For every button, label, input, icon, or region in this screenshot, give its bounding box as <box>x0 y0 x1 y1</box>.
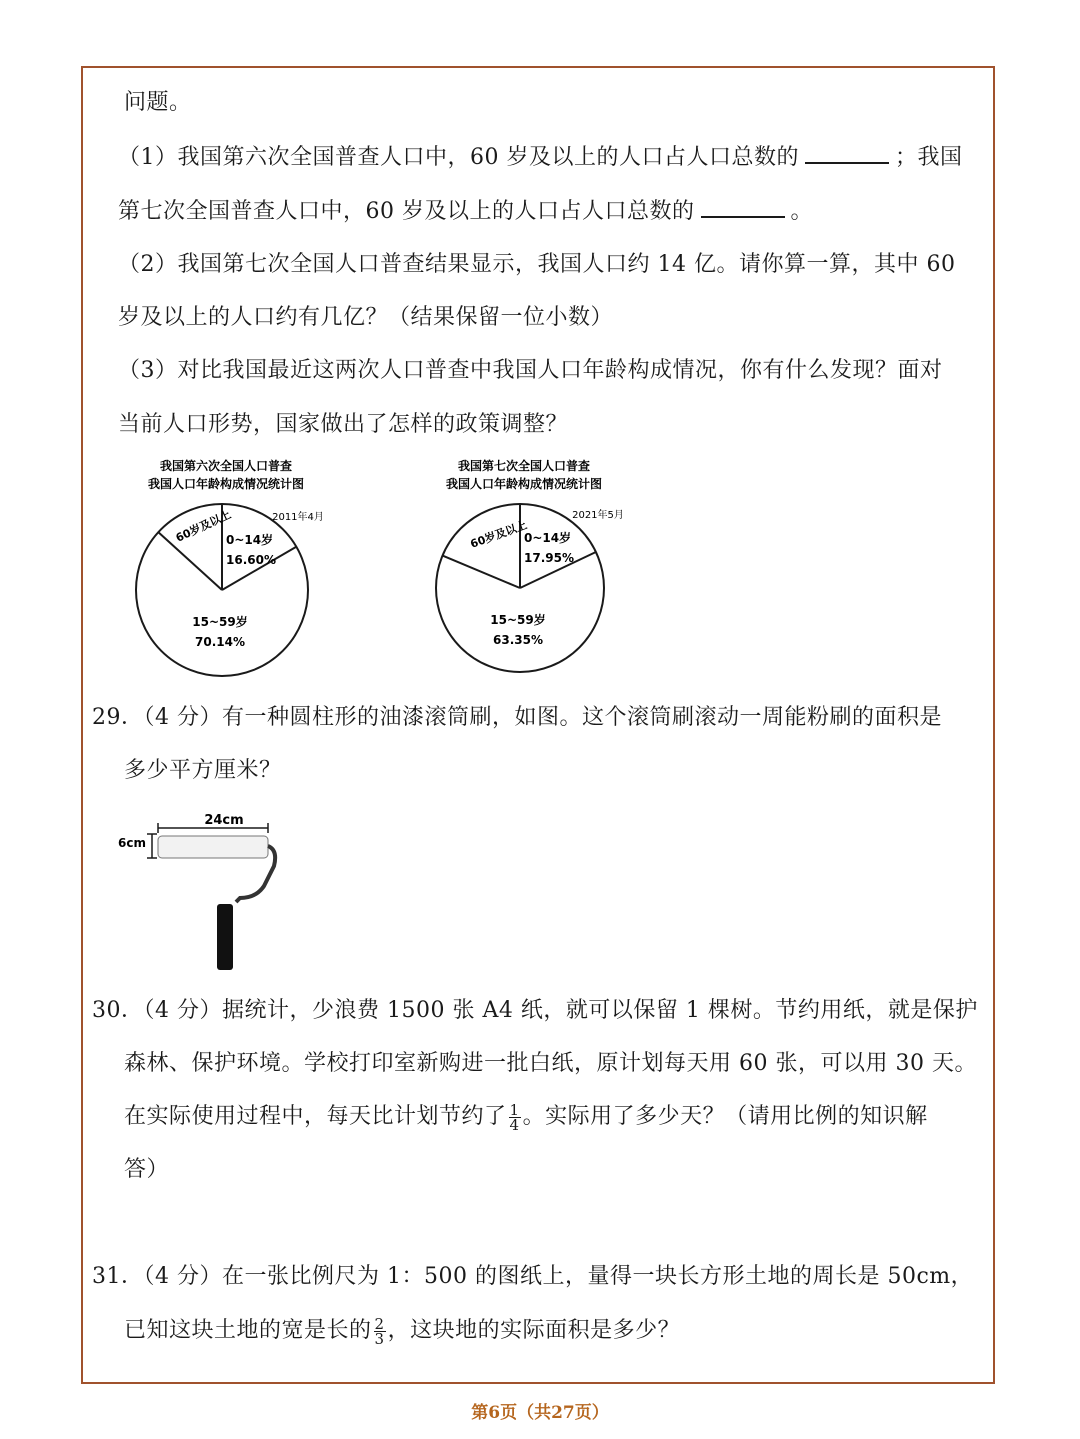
roller-cylinder <box>158 836 268 858</box>
chart-date: 2011年4月 <box>272 512 324 523</box>
pie-chart-seventh-census <box>414 452 634 682</box>
problem-31-line2 <box>124 1316 680 1346</box>
fraction-numerator: 1 <box>509 1100 520 1119</box>
question-1b <box>118 196 813 227</box>
p31-text: 已知这块土地的宽是长的 <box>124 1318 372 1343</box>
question-3a: （3）对比我国最近这两次人口普查中我国人口年龄构成情况，你有什么发现？面对 <box>118 358 943 383</box>
fraction-denominator: 4 <box>509 1115 520 1134</box>
answer-blank <box>805 142 889 164</box>
slice-value-working: 63.35% <box>493 633 543 647</box>
chart-title: 我国第六次全国人口普查 <box>159 459 293 473</box>
roller-handle <box>217 904 233 970</box>
problem-30-line2: 森林、保护环境。学校打印室新购进一批白纸，原计划每天用 60 张，可以用 30 天。 <box>124 1051 977 1076</box>
page-footer <box>0 1398 1080 1423</box>
q1b-tail: 。 <box>790 199 814 224</box>
slice-value-children: 16.60% <box>226 553 276 567</box>
fraction-two-thirds <box>374 1314 386 1348</box>
q1b-text: 第七次全国普查人口中，60 岁及以上的人口占人口总数的 <box>118 199 695 224</box>
footer-page-number: 6 <box>488 1403 501 1423</box>
problem-29-line2: 多少平方厘米？ <box>124 758 282 783</box>
chart-date: 2021年5月 <box>572 510 624 521</box>
slice-label-elderly: 60岁及以上 <box>173 507 234 545</box>
fraction-denominator: 3 <box>374 1329 385 1348</box>
footer-text: 页） <box>574 1403 609 1423</box>
question-2b: 岁及以上的人口约有几亿？（结果保留一位小数） <box>118 305 614 330</box>
footer-text: 页（共 <box>500 1403 552 1423</box>
problem-31-line1: 31．（4 分）在一张比例尺为 1：500 的图纸上，量得一块长方形土地的周长是 50cm， <box>92 1264 974 1289</box>
text-line: 问题。 <box>124 90 192 115</box>
slice-label-working: 15~59岁 <box>192 615 248 629</box>
question-1a <box>118 142 963 173</box>
question-3b: 当前人口形势，国家做出了怎样的政策调整？ <box>118 412 569 437</box>
footer-total-pages: 27 <box>551 1403 575 1423</box>
slice-boundary <box>443 556 521 588</box>
chart-title: 我国第七次全国人口普查 <box>457 459 591 473</box>
roller-length-label: 24cm <box>204 813 244 828</box>
slice-value-children: 17.95% <box>524 551 574 565</box>
problem-30-line3 <box>124 1102 928 1132</box>
roller-diameter-label: 6cm <box>118 836 146 850</box>
slice-value-working: 70.14% <box>195 635 245 649</box>
pie-chart-sixth-census <box>116 452 336 682</box>
fraction-numerator: 2 <box>374 1314 385 1333</box>
p30-tail: 。实际用了多少天？（请用比例的知识解 <box>522 1104 928 1129</box>
slice-label-children: 0~14岁 <box>226 533 274 547</box>
problem-29-line1: 29．（4 分）有一种圆柱形的油漆滚筒刷，如图。这个滚筒刷滚动一周能粉刷的面积是 <box>92 705 942 730</box>
p31-tail: ，这块地的实际面积是多少？ <box>387 1318 681 1343</box>
footer-text: 第 <box>471 1403 489 1423</box>
fraction-one-quarter <box>509 1100 521 1134</box>
answer-blank <box>701 196 785 218</box>
q1a-tail: ；我国 <box>895 145 963 170</box>
question-2a: （2）我国第七次全国人口普查结果显示，我国人口约 14 亿。请你算一算，其中 60 <box>118 252 956 277</box>
slice-label-elderly: 60岁及以上 <box>468 518 529 551</box>
p30-text: 在实际使用过程中，每天比计划节约了 <box>124 1104 507 1129</box>
slice-label-children: 0~14岁 <box>524 531 572 545</box>
problem-30-line4: 答） <box>124 1157 170 1182</box>
problem-30-line1: 30．（4 分）据统计，少浪费 1500 张 A4 纸，就可以保留 1 棵树。节约用纸，就是保护 <box>92 998 978 1023</box>
slice-boundary <box>158 532 222 590</box>
chart-subtitle: 我国人口年龄构成情况统计图 <box>445 477 603 491</box>
paint-roller-figure <box>114 806 284 976</box>
q1a-text: （1）我国第六次全国普查人口中，60 岁及以上的人口占人口总数的 <box>118 145 799 170</box>
chart-subtitle: 我国人口年龄构成情况统计图 <box>147 477 305 491</box>
slice-label-working: 15~59岁 <box>490 613 546 627</box>
